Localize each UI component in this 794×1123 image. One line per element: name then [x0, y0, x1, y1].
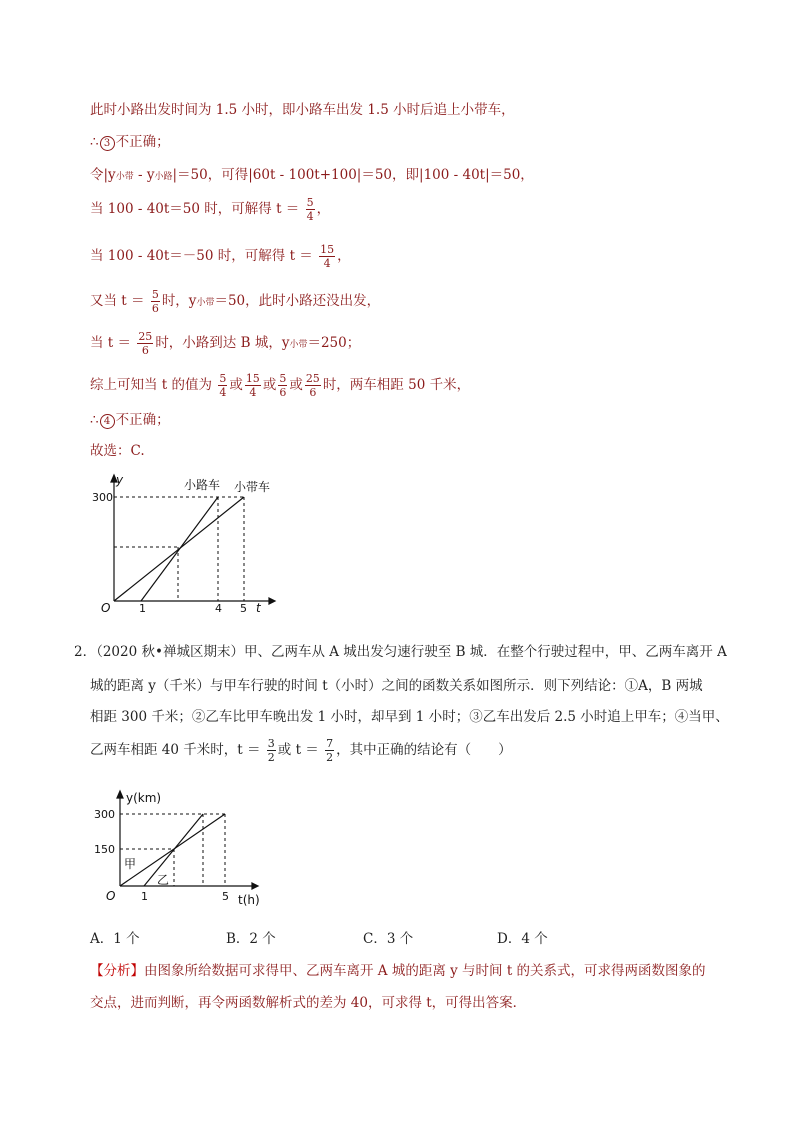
- solution-line-1: 此时小路出发时间为 1.5 小时，即小路车出发 1.5 小时后追上小带车，: [90, 102, 515, 118]
- label-jia: 甲: [124, 857, 137, 871]
- origin-label: O: [106, 889, 116, 903]
- option-b[interactable]: B．2 个: [226, 931, 276, 947]
- x-tick-1: 1: [139, 602, 146, 615]
- analysis-line-2: 交点，进而判断，再令两函数解析式的差为 40，可求得 t，可得出答案．: [90, 995, 527, 1011]
- fraction: $\frac{5}{6}$: [151, 288, 159, 315]
- fraction: $\frac{15}{4}$: [245, 372, 260, 399]
- question-2-line-2: 城的距离 y（千米）与甲车行驶的时间 t（小时）之间的函数关系如图所示．则下列结论：①A，B 两城: [90, 678, 703, 694]
- fraction: $\frac{5}{4}$: [306, 196, 314, 223]
- line-jia: [120, 814, 225, 886]
- question-2-line-3: 相距 300 千米；②乙车比甲车晚出发 1 小时，却早到 1 小时；③乙车出发后 2.5 小时追上甲车；④当甲、: [90, 709, 729, 725]
- y-axis-arrow: [117, 791, 123, 798]
- solution-line-5: 当 100 - 40t＝－50 时，可解得 t ＝ $\frac{15}{4}$ ，: [90, 243, 351, 270]
- analysis-tag: 【分析】: [90, 963, 144, 979]
- origin-label: O: [101, 601, 111, 615]
- question-2-line-1: 2．（2020 秋•禅城区期末）甲、乙两车从 A 城出发匀速行驶至 B 城．在整个行驶过程中，甲、乙两车离开 A: [74, 644, 727, 660]
- y-tick-150: 150: [94, 843, 115, 856]
- solution-line-4: 当 100 - 40t＝50 时，可解得 t ＝ $\frac{5}{4}$ ，: [90, 196, 331, 223]
- option-c[interactable]: C．3 个: [363, 931, 414, 947]
- y-axis-label: y(km): [126, 791, 162, 805]
- circled-number: 3: [100, 136, 115, 151]
- solution-line-7: 当 t ＝ $\frac{25}{6}$ 时，小路到达 B 城，y小带＝250；: [90, 330, 361, 357]
- x-axis-label: t(h): [238, 893, 260, 907]
- series-label-xiaolu: 小路车: [184, 478, 221, 492]
- solution-line-8: 综上可知当 t 的值为 $\frac{5}{4}$ 或 $\frac{15}{4}$ 或 $\frac{5}{6}$ 或 $\frac{25}{6}$ 时，两车相距 50 千米，: [90, 372, 471, 399]
- series-label-xiaodai: 小带车: [234, 480, 271, 494]
- x-axis-arrow: [252, 883, 258, 889]
- fraction: $\frac{5}{4}$: [219, 372, 227, 399]
- analysis-line-1: 【分析】由图象所给数据可求得甲、乙两车离开 A 城的距离 y 与时间 t 的关系式，可求得两函数图象的: [90, 963, 706, 979]
- x-tick-4: 4: [215, 602, 222, 615]
- x-tick-1: 1: [141, 890, 148, 903]
- fraction: $\frac{3}{2}$: [267, 737, 275, 764]
- solution-line-9: ∴ 4 不正确；: [90, 412, 170, 428]
- solution-line-6: 又当 t ＝ $\frac{5}{6}$ 时，y小带＝50，此时小路还没出发，: [90, 288, 381, 315]
- fraction: $\frac{15}{4}$: [320, 243, 335, 270]
- x-axis-arrow: [269, 598, 275, 604]
- graph-2: [84, 788, 274, 913]
- option-a[interactable]: A．1 个: [90, 931, 140, 947]
- y-tick-300: 300: [92, 491, 113, 504]
- y-tick-300: 300: [94, 808, 115, 821]
- label-yi: 乙: [157, 873, 170, 887]
- fraction: $\frac{5}{6}$: [279, 372, 287, 399]
- fraction: $\frac{7}{2}$: [326, 737, 334, 764]
- x-tick-5: 5: [240, 602, 247, 615]
- circled-number: 4: [100, 414, 115, 429]
- fraction: $\frac{25}{6}$: [305, 372, 320, 399]
- graph-1: [84, 470, 284, 620]
- question-2-line-4: 乙两车相距 40 千米时，t ＝ $\frac{3}{2}$ 或 t ＝ $\frac{7}{2}$ ，其中正确的结论有（ ）: [90, 737, 512, 764]
- x-tick-5: 5: [222, 890, 229, 903]
- solution-line-10: 故选：C.: [90, 443, 145, 459]
- solution-line-3: 令|y小带 - y小路|＝50，可得|60t - 100t+100|＝50，即|100 - 40t|＝50，: [90, 167, 534, 183]
- line-xiaolu: [141, 497, 218, 601]
- option-d[interactable]: D．4 个: [497, 931, 548, 947]
- fraction: $\frac{25}{6}$: [138, 330, 153, 357]
- solution-line-2: ∴ 3 不正确；: [90, 134, 170, 150]
- x-axis-label: t: [256, 601, 261, 615]
- y-axis-label: y: [116, 473, 124, 487]
